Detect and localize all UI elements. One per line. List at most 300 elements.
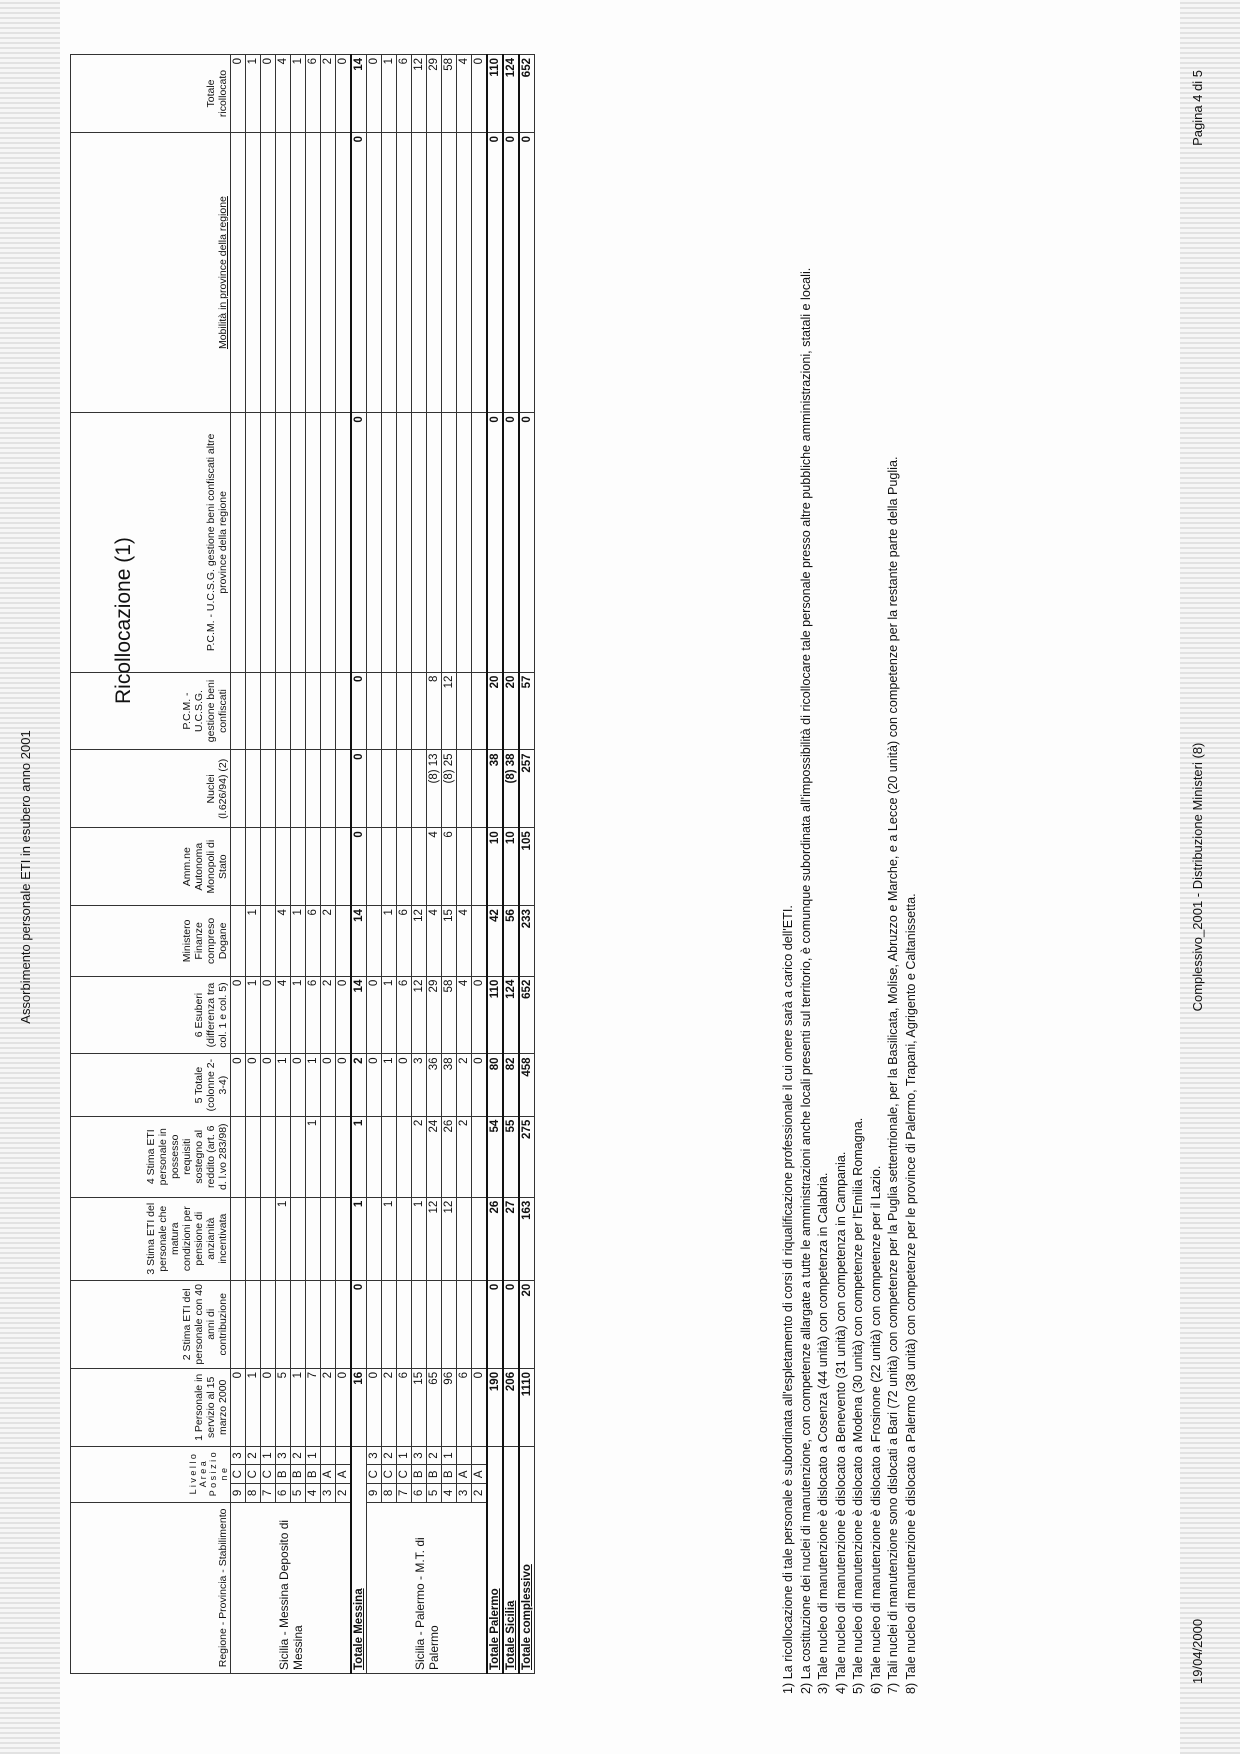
table-cell: 0 — [397, 1054, 412, 1116]
table-cell: 275 — [519, 1116, 535, 1197]
table-cell: 7 — [397, 1484, 412, 1503]
table-cell: 6 — [442, 828, 457, 906]
col-livello-area-posizione: L i v e l l o A r e a P o s i z i o n e — [71, 1446, 231, 1502]
table-cell: 6 — [306, 906, 321, 977]
table-cell: 38 — [487, 750, 503, 828]
table-cell: 0 — [367, 55, 382, 133]
table-cell: B — [291, 1465, 306, 1484]
table-cell — [457, 672, 472, 750]
table-cell — [291, 1197, 306, 1280]
table-row — [472, 55, 488, 1674]
table-row — [382, 55, 397, 1674]
table-cell — [246, 750, 261, 828]
table-cell — [276, 750, 291, 828]
table-cell — [276, 132, 291, 412]
table-cell: 1 — [351, 1116, 367, 1197]
table-cell: 12 — [427, 1197, 442, 1280]
table-cell — [457, 1197, 472, 1280]
table-cell — [321, 132, 336, 412]
table-cell — [261, 1116, 276, 1197]
footer-page-number: Pagina 4 di 5 — [1190, 70, 1205, 146]
table-cell — [367, 828, 382, 906]
table-cell — [367, 750, 382, 828]
table-cell — [457, 132, 472, 412]
table-cell: 4 — [306, 1484, 321, 1503]
table-cell — [231, 1116, 246, 1197]
table-cell: 4 — [276, 55, 291, 133]
table-cell: 1 — [382, 55, 397, 133]
table-cell: 1 — [291, 1368, 306, 1446]
table-cell: 0 — [336, 976, 352, 1054]
table-cell: 20 — [503, 672, 519, 750]
table-row — [427, 55, 442, 1674]
table-cell: 1 — [291, 976, 306, 1054]
table-cell: C — [231, 1465, 246, 1484]
table-cell — [336, 828, 352, 906]
table-cell: 8 — [382, 1484, 397, 1503]
table-cell: 5 — [427, 1484, 442, 1503]
table-cell — [276, 413, 291, 672]
table-cell: 110 — [487, 976, 503, 1054]
table-cell: 2 — [457, 1116, 472, 1197]
col-ministero-finanze: Ministero Finanze compreso Dogane — [71, 906, 231, 977]
col-esuberi: 6 Esuberi (differenza tra col. 1 e col. 5) — [71, 976, 231, 1054]
table-cell: 0 — [472, 1368, 488, 1446]
table-cell: Totale Palermo — [487, 1446, 503, 1673]
table-cell — [231, 1197, 246, 1280]
table-cell — [261, 750, 276, 828]
table-body — [231, 55, 535, 1674]
table-cell: 3 — [231, 1446, 246, 1465]
table-cell: 42 — [487, 906, 503, 977]
table-cell: 0 — [261, 1054, 276, 1116]
table-cell — [276, 828, 291, 906]
table-cell: 14 — [351, 976, 367, 1054]
table-cell: 124 — [503, 976, 519, 1054]
table-cell: 1 — [246, 976, 261, 1054]
table-cell: 6 — [397, 1368, 412, 1446]
table-cell: 10 — [487, 828, 503, 906]
table-cell — [276, 1116, 291, 1197]
table-cell — [412, 1280, 427, 1368]
col-sostegno-reddito: 4 Stima ETI personale in possesso requisiti sostegno al reddito (art. 6 d. l.vo 283/98) — [71, 1116, 231, 1197]
table-cell: 2 — [321, 976, 336, 1054]
table-cell — [321, 1197, 336, 1280]
table-cell: 163 — [519, 1197, 535, 1280]
table-cell: 9 — [367, 1484, 382, 1503]
table-cell: Totale complessivo — [519, 1446, 535, 1673]
table-cell: 1 — [306, 1116, 321, 1197]
table-cell: 0 — [261, 1368, 276, 1446]
col-pcm-ucsg: P.C.M. - U.C.S.G. gestione beni confiscati — [71, 672, 231, 750]
table-cell — [336, 1446, 352, 1465]
table-cell — [321, 1280, 336, 1368]
table-cell: 3 — [321, 1484, 336, 1503]
footnote: 2) La costituzione dei nuclei di manutenzione, con competenze allargate a tutte le amministrazioni anche locali presenti sul territorio, è comunque subordinata all'impossibilità di ricollocare tale personale presso altre pubbliche amministrazioni, statali e locali. — [798, 267, 813, 1694]
table-cell — [442, 132, 457, 412]
table-cell: 3 — [367, 1446, 382, 1465]
footnote: 3) Tale nucleo di manutenzione è dislocato a Cosenza (44 unità) con competenza in Calabria. — [816, 1172, 830, 1694]
table-cell: 12 — [412, 976, 427, 1054]
table-cell: Totale Messina — [351, 1446, 367, 1673]
table-cell: 4 — [276, 906, 291, 977]
table-cell: 4 — [457, 55, 472, 133]
table-cell: 206 — [503, 1368, 519, 1446]
table-cell: 96 — [442, 1368, 457, 1446]
table-cell — [246, 672, 261, 750]
table-cell: 1 — [382, 1054, 397, 1116]
table-cell — [367, 672, 382, 750]
header-row — [71, 55, 231, 1674]
table-cell — [442, 413, 457, 672]
table-cell — [382, 750, 397, 828]
table-row — [276, 55, 291, 1674]
table-cell: 3 — [457, 1484, 472, 1503]
col-mobilita: Mobilità in province della regione — [71, 132, 231, 412]
table-cell: 9 — [231, 1484, 246, 1503]
col-regione: Regione - Provincia - Stabilimento — [71, 1502, 231, 1673]
table-cell: A — [472, 1465, 488, 1484]
table-cell — [412, 672, 427, 750]
table-cell: 1 — [246, 55, 261, 133]
table-cell: 1 — [306, 1054, 321, 1116]
table-cell: 36 — [427, 1054, 442, 1116]
table-cell — [336, 906, 352, 977]
table-cell: 6 — [397, 906, 412, 977]
table-cell: 12 — [412, 906, 427, 977]
table-cell — [306, 1280, 321, 1368]
table-cell: 110 — [487, 55, 503, 133]
table-row — [442, 55, 457, 1674]
table-cell: C — [397, 1465, 412, 1484]
table-cell: 1 — [412, 1197, 427, 1280]
table-cell: 2 — [382, 1368, 397, 1446]
table-cell — [246, 413, 261, 672]
table-cell: 4 — [457, 906, 472, 977]
table-cell — [472, 1446, 488, 1465]
table-cell: 29 — [427, 976, 442, 1054]
table-row — [367, 55, 382, 1674]
table-cell — [276, 672, 291, 750]
table-cell: 1 — [276, 1054, 291, 1116]
table-cell: 29 — [427, 55, 442, 133]
table-cell: 1 — [382, 1197, 397, 1280]
table-cell: 2 — [246, 1446, 261, 1465]
table-cell — [367, 1280, 382, 1368]
table-cell: 16 — [351, 1368, 367, 1446]
table-cell: 26 — [487, 1197, 503, 1280]
table-cell — [321, 1446, 336, 1465]
table-cell: 14 — [351, 55, 367, 133]
table-cell: 257 — [519, 750, 535, 828]
table-cell — [382, 828, 397, 906]
col-nuclei: Nuclei (l.626/94) (2) — [71, 750, 231, 828]
table-row — [457, 55, 472, 1674]
table-cell — [306, 750, 321, 828]
table-cell: C — [367, 1465, 382, 1484]
table-cell — [427, 413, 442, 672]
table-cell: (8) 13 — [427, 750, 442, 828]
table-cell: 0 — [351, 1280, 367, 1368]
total-row — [487, 55, 503, 1674]
table-cell — [306, 413, 321, 672]
footnote: 5) Tale nucleo di manutenzione è dislocato a Modena (30 unità) con competenze per l'Emilia Romagna. — [851, 1117, 865, 1694]
table-cell — [261, 1197, 276, 1280]
table-cell: 56 — [503, 906, 519, 977]
table-cell: 0 — [336, 1368, 352, 1446]
col-totale: 5 Totale (colonne 2-3-4) — [71, 1054, 231, 1116]
table-cell: 0 — [246, 1054, 261, 1116]
table-cell: 1 — [306, 1446, 321, 1465]
table-cell: 0 — [472, 1054, 488, 1116]
table-cell: 12 — [412, 55, 427, 133]
table-cell — [321, 828, 336, 906]
table-cell — [457, 413, 472, 672]
table-cell — [397, 1280, 412, 1368]
table-cell — [291, 413, 306, 672]
table-cell: 6 — [276, 1484, 291, 1503]
table-cell: 4 — [442, 1484, 457, 1503]
table-cell: 5 — [291, 1484, 306, 1503]
table-cell — [336, 1116, 352, 1197]
table-cell: 1 — [382, 906, 397, 977]
table-cell — [412, 132, 427, 412]
table-cell: 10 — [503, 828, 519, 906]
table-cell: A — [457, 1465, 472, 1484]
table-row — [231, 55, 246, 1674]
table-cell: 105 — [519, 828, 535, 906]
table-cell: 3 — [412, 1446, 427, 1465]
table-cell: 3 — [412, 1054, 427, 1116]
table-cell: 3 — [276, 1446, 291, 1465]
table-cell — [472, 1116, 488, 1197]
document-title: Assorbimento personale ETI in esubero anno 2001 — [18, 730, 33, 1024]
table-cell: 7 — [306, 1368, 321, 1446]
table-cell: 0 — [367, 976, 382, 1054]
table-cell: 4 — [427, 906, 442, 977]
footnote: 7) Tali nuclei di manutenzione sono dislocati a Bari (72 unità) con competenze per la Puglia settentrionale, per la Basilicata, Molise, Abruzzo e Marche, e a Lecce (20 unità) con competenze per la restante parte della Puglia. — [886, 456, 900, 1694]
table-cell — [261, 132, 276, 412]
table-cell — [321, 1116, 336, 1197]
table-cell: 2 — [291, 1446, 306, 1465]
table-cell: 2 — [321, 55, 336, 133]
table-cell: 0 — [472, 976, 488, 1054]
table-cell: B — [442, 1465, 457, 1484]
table-cell — [246, 1116, 261, 1197]
table-cell: 652 — [519, 55, 535, 133]
table-cell: 233 — [519, 906, 535, 977]
table-cell: 12 — [442, 672, 457, 750]
table-cell: 8 — [427, 672, 442, 750]
table-cell: 15 — [412, 1368, 427, 1446]
table-cell: 0 — [351, 132, 367, 412]
table-cell — [472, 672, 488, 750]
table-cell: Sicilia - Messina Deposito di Messina — [231, 1502, 352, 1673]
table-cell: 2 — [336, 1484, 352, 1503]
table-cell — [336, 132, 352, 412]
table-cell: 1 — [291, 55, 306, 133]
table-cell — [397, 1116, 412, 1197]
table-cell — [382, 1116, 397, 1197]
table-cell: 58 — [442, 976, 457, 1054]
table-cell — [472, 1197, 488, 1280]
table-cell: 0 — [519, 132, 535, 412]
table-cell — [291, 1116, 306, 1197]
table-cell — [382, 672, 397, 750]
table-cell: 0 — [503, 1280, 519, 1368]
table-cell: 20 — [519, 1280, 535, 1368]
table-cell — [457, 1280, 472, 1368]
table-cell: 0 — [261, 55, 276, 133]
table-cell: 6 — [306, 976, 321, 1054]
table-cell — [472, 828, 488, 906]
table-cell: 4 — [427, 828, 442, 906]
table-cell: 24 — [427, 1116, 442, 1197]
table-row — [412, 55, 427, 1674]
table-cell: 0 — [321, 1054, 336, 1116]
table-cell: 1 — [246, 906, 261, 977]
total-row — [351, 55, 367, 1674]
table-cell: 0 — [231, 1054, 246, 1116]
table-cell — [367, 1197, 382, 1280]
table-row — [291, 55, 306, 1674]
ricollocazione-heading: Ricollocazione (1) — [112, 537, 135, 704]
table-row — [397, 55, 412, 1674]
table-row — [261, 55, 276, 1674]
table-cell — [231, 750, 246, 828]
table-cell — [321, 413, 336, 672]
table-row — [246, 55, 261, 1674]
table-row — [321, 55, 336, 1674]
table-cell — [246, 132, 261, 412]
table-cell: 5 — [276, 1368, 291, 1446]
table-cell — [397, 413, 412, 672]
table-cell — [306, 672, 321, 750]
table-cell — [261, 1280, 276, 1368]
table-cell — [397, 132, 412, 412]
table-cell: (8) 38 — [503, 750, 519, 828]
table-cell: 7 — [261, 1484, 276, 1503]
table-cell: 1 — [291, 906, 306, 977]
table-cell — [457, 1446, 472, 1465]
table-cell: 0 — [519, 413, 535, 672]
table-cell — [442, 1280, 457, 1368]
table-cell: 0 — [336, 55, 352, 133]
table-cell: 0 — [351, 750, 367, 828]
table-cell — [291, 1280, 306, 1368]
table-cell: 1 — [397, 1446, 412, 1465]
table-cell: (8) 25 — [442, 750, 457, 828]
table-cell — [261, 906, 276, 977]
table-cell — [231, 132, 246, 412]
table-cell — [276, 1280, 291, 1368]
table-cell — [231, 828, 246, 906]
table-cell — [261, 672, 276, 750]
col-stima-anzianita: 3 Stima ETI del personale che matura condizioni per pensione di anzianità incentivata — [71, 1197, 231, 1280]
table-cell: 6 — [306, 55, 321, 133]
table-cell: 6 — [397, 976, 412, 1054]
table-cell — [472, 132, 488, 412]
table-cell: 1 — [382, 976, 397, 1054]
table-cell: 6 — [412, 1484, 427, 1503]
table-cell — [412, 413, 427, 672]
table-cell — [246, 1197, 261, 1280]
table-cell — [427, 132, 442, 412]
table-cell: 2 — [382, 1446, 397, 1465]
table-cell — [246, 1280, 261, 1368]
table-cell: B — [306, 1465, 321, 1484]
table-cell: 4 — [457, 976, 472, 1054]
table-cell: 2 — [472, 1484, 488, 1503]
table-cell: 0 — [336, 1054, 352, 1116]
table-cell — [336, 750, 352, 828]
table-cell: 0 — [351, 413, 367, 672]
table-cell — [231, 672, 246, 750]
footer-source: Complessivo_2001 - Distribuzione Ministeri (8) — [1190, 742, 1205, 1012]
table-cell: 1110 — [519, 1368, 535, 1446]
table-cell: 15 — [442, 906, 457, 977]
table-cell: 54 — [487, 1116, 503, 1197]
table-row — [336, 55, 352, 1674]
table-cell — [457, 828, 472, 906]
table-cell — [306, 132, 321, 412]
table-cell: 0 — [231, 1368, 246, 1446]
table-cell — [291, 672, 306, 750]
table-cell — [382, 1280, 397, 1368]
table-cell: 1 — [261, 1446, 276, 1465]
table-row — [306, 55, 321, 1674]
table-cell: 124 — [503, 55, 519, 133]
table-cell — [321, 750, 336, 828]
table-cell: 0 — [487, 1280, 503, 1368]
table-cell — [291, 132, 306, 412]
table-cell: 0 — [351, 672, 367, 750]
col-monopoli: Amm.ne Autonoma Monopoli di Stato — [71, 828, 231, 906]
table-cell: 2 — [321, 1368, 336, 1446]
table-cell: 1 — [276, 1197, 291, 1280]
table-cell: 12 — [442, 1197, 457, 1280]
footnote: 1) La ricollocazione di tale personale è subordinata all'espletamento di corsi di riqualificazione professionale il cui onere sarà a carico dell'ETI. — [781, 905, 795, 1694]
total-row — [519, 55, 535, 1674]
table-cell: 2 — [351, 1054, 367, 1116]
table-cell: 0 — [231, 55, 246, 133]
footnote: 6) Tale nucleo di manutenzione è dislocato a Frosinone (22 unità) con competenze per il Lazio. — [868, 1165, 883, 1694]
col-totale-ricollocato: Totale ricollocato — [71, 55, 231, 133]
table-cell: 0 — [503, 132, 519, 412]
table-cell: 80 — [487, 1054, 503, 1116]
table-cell — [231, 906, 246, 977]
col-stima-40anni: 2 Stima ETI del personale con 40 anni di contribuzione — [71, 1280, 231, 1368]
table-cell: 1 — [246, 1368, 261, 1446]
table-cell — [336, 672, 352, 750]
table-cell: 38 — [442, 1054, 457, 1116]
table-cell — [246, 828, 261, 906]
table-cell: 0 — [367, 1368, 382, 1446]
table-cell: 8 — [246, 1484, 261, 1503]
table-cell — [291, 750, 306, 828]
table-cell: 0 — [487, 413, 503, 672]
table-cell — [336, 1280, 352, 1368]
table-cell: B — [427, 1465, 442, 1484]
table-cell: B — [276, 1465, 291, 1484]
table-cell — [472, 750, 488, 828]
table-cell — [367, 1116, 382, 1197]
table-cell: 14 — [351, 906, 367, 977]
footer-date: 19/04/2000 — [1190, 1618, 1205, 1684]
table-cell — [367, 413, 382, 672]
table-cell: 2 — [412, 1116, 427, 1197]
footnotes — [780, 54, 920, 1694]
